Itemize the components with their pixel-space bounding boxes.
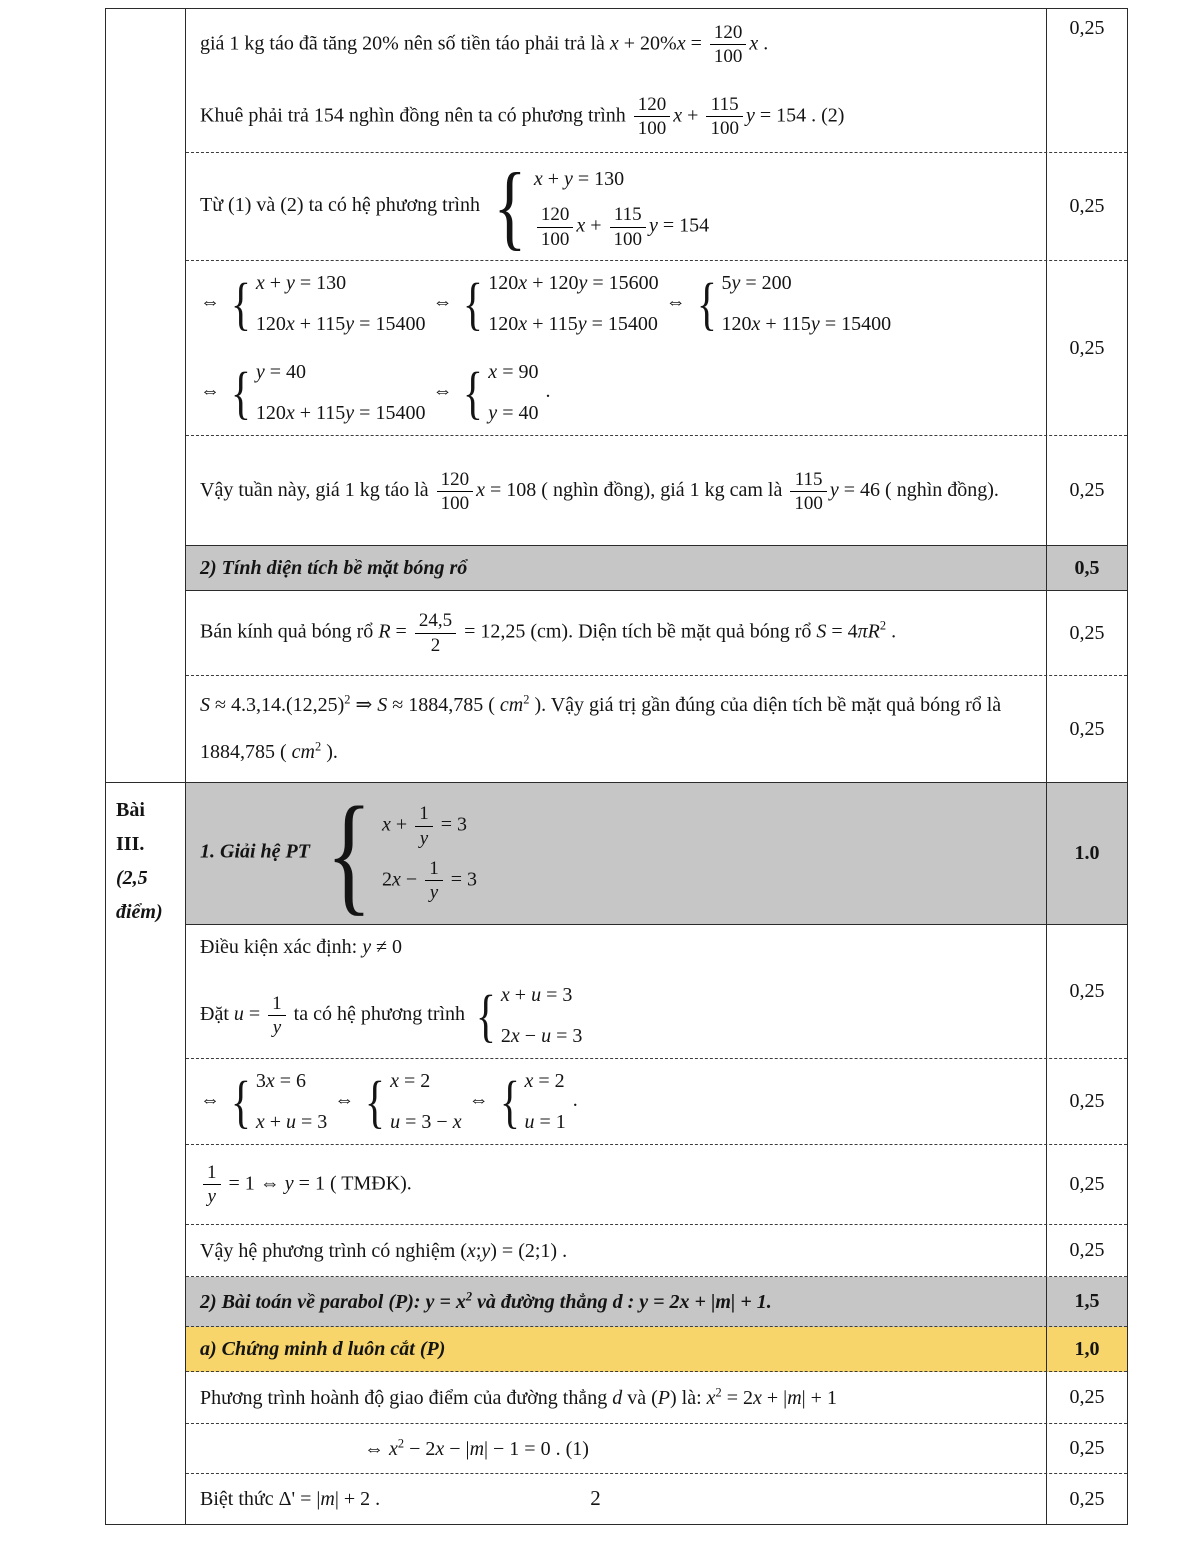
score-value: 0,25: [1069, 621, 1105, 644]
superscript: 2: [879, 618, 887, 633]
math-variable: x: [466, 1239, 476, 1262]
answer-cell: [186, 1059, 1046, 1144]
fraction: [437, 469, 474, 515]
math-variable: u: [541, 1025, 552, 1047]
label-column: [106, 783, 186, 1524]
math-variable: m: [787, 1386, 802, 1409]
math-variable: x: [676, 32, 686, 55]
math-variable: y: [829, 478, 839, 501]
section-bai3: [106, 779, 1127, 1524]
fraction-numerator: 120: [710, 22, 747, 45]
math-variable: x: [255, 272, 265, 294]
score-value: 0,25: [1069, 17, 1105, 39]
math-variable: m: [715, 1290, 731, 1313]
table-row: [186, 676, 1127, 782]
math-variable: y: [745, 103, 755, 126]
fraction-denominator: [415, 827, 433, 849]
score-value: 0,25: [1069, 1386, 1105, 1408]
table-row: [186, 1225, 1127, 1277]
system-lines: [256, 267, 426, 340]
answer-line: Vậy hệ phương trình có nghiệm (x;y) = (2;1) .: [200, 1239, 568, 1262]
system-lines: [501, 979, 582, 1052]
system-lines: [534, 163, 709, 250]
fraction: [634, 94, 671, 140]
system-line: y = 40: [255, 361, 307, 383]
math-variable: x: [435, 1437, 445, 1460]
fraction-numerator: 24,5: [415, 610, 456, 633]
math-variable: y: [810, 313, 820, 335]
system-line: 120x + 115y = 15400: [721, 313, 892, 335]
math-variable: m: [320, 1488, 335, 1510]
math-variable: y: [649, 214, 658, 237]
score-cell: [1046, 546, 1127, 590]
superscript: 2: [344, 692, 351, 707]
answer-cell: [186, 1327, 1046, 1371]
score-cell: [1046, 1225, 1127, 1276]
fraction: [268, 993, 286, 1039]
exercise-label-line: Bài: [116, 799, 145, 821]
math-variable: y: [362, 936, 372, 958]
score-value: 0,25: [1069, 717, 1105, 740]
fraction-numerator: 1: [203, 1162, 221, 1185]
answer-cell: [186, 925, 1046, 1058]
fraction-denominator: [268, 1016, 286, 1038]
superscript: 2: [465, 1288, 473, 1303]
answer-line: Điều kiện xác định: y ≠ 0: [200, 936, 403, 958]
answer-line: 2) Bài toán về parabol (P): $y = x^2$ và đường thẳng d : y = 2x + |m| + 1.: [200, 1288, 772, 1313]
answer-line: Phương trình hoành độ giao điểm của đường thẳng d và (P) là: $x^2 = 2x + |m| + 1$: [200, 1384, 837, 1409]
math-variable: y: [429, 882, 439, 904]
table-row: [186, 1277, 1127, 1327]
score-value: 0,25: [1069, 1173, 1105, 1195]
score-cell: [1046, 783, 1127, 924]
page-number: 2: [590, 1486, 601, 1510]
system-line: x = 2: [524, 1070, 565, 1092]
system-brace-icon: {: [463, 270, 484, 336]
math-variable: y: [419, 827, 429, 849]
system-line: u = 3 − x: [390, 1111, 462, 1133]
math-variable: x: [609, 32, 619, 55]
system-brace-icon: {: [463, 359, 484, 425]
fraction-numerator: 1: [268, 993, 286, 1016]
answer-line: Khuê phải trả 154 nghìn đồng nên ta có phương trình $\frac{120}{100}$ x + $\frac{115}{100}$ y = 154 . (2): [200, 93, 845, 139]
math-variable: y: [286, 272, 295, 294]
table-row: [186, 546, 1127, 591]
math-variable: πR: [857, 620, 880, 643]
answer-cell: [186, 546, 1046, 590]
fraction-denominator: 100: [613, 228, 643, 250]
rows-column: [186, 779, 1127, 1524]
system-line: x + u = 3: [500, 984, 573, 1006]
table-row: [186, 591, 1127, 676]
math-variable: y: [207, 1186, 216, 1207]
math-variable: y: [578, 272, 588, 294]
score-cell: [1046, 1372, 1127, 1423]
answer-line: giá 1 kg táo đã tăng 20% nên số tiền táo phải trả là x + 20%x = $\frac{120}{100}$ x .: [200, 21, 769, 68]
score-cell: [1046, 9, 1127, 152]
superscript: 2: [715, 1384, 722, 1399]
fraction-numerator: 120: [537, 204, 574, 227]
answer-line: Vậy tuần này, giá 1 kg táo là $\frac{120}{100}$ x = 108 ( nghìn đồng), giá 1 kg cam là $\frac{115}{100}$ y = 46 ( nghìn đồng).: [200, 468, 999, 514]
answer-key-table: [105, 8, 1128, 1525]
system-lines: [256, 1065, 327, 1138]
math-variable: x: [285, 313, 295, 335]
answer-cell: [186, 1277, 1046, 1326]
fraction-numerator: 115: [706, 94, 743, 117]
section-bai2-continuation: [106, 9, 1127, 783]
score-cell: [1046, 153, 1127, 260]
system-line: 2x − $\frac{1}{y}$ = 3: [382, 857, 477, 904]
score-cell: [1046, 1327, 1127, 1371]
math-variable: u: [531, 984, 542, 1006]
math-variable: y: [255, 361, 265, 383]
math-variable: x: [518, 272, 528, 294]
math-variable: x: [706, 1386, 716, 1409]
table-row: [186, 1145, 1127, 1225]
score-cell: [1046, 591, 1127, 675]
math-variable: x: [524, 1070, 534, 1092]
math-variable: S: [816, 620, 827, 643]
exercise-label-line: (2,5: [116, 867, 148, 889]
exercise-label-line: điểm): [116, 901, 163, 923]
fraction-numerator: 1: [415, 803, 433, 826]
math-variable: x: [533, 168, 543, 191]
answer-line: $\frac{1}{y}$ = 1 ⇔ y = 1 ( TMĐK).: [200, 1162, 1034, 1208]
equation-system: [693, 267, 891, 340]
answer-cell: [186, 436, 1046, 545]
math-variable: y: [272, 1017, 282, 1038]
math-variable: x: [673, 103, 683, 126]
math-variable: x: [452, 1111, 462, 1133]
math-variable: x: [382, 813, 391, 836]
math-variable: u: [233, 1003, 244, 1026]
system-line: 3x = 6: [255, 1070, 307, 1092]
answer-cell: [186, 1225, 1046, 1276]
score-cell: [1046, 261, 1127, 435]
score-value: 0,25: [1069, 195, 1105, 217]
system-line: 2x − u = 3: [500, 1025, 583, 1047]
answer-cell: [186, 591, 1046, 675]
score-value: 0,25: [1069, 1437, 1105, 1459]
math-variable: y: [488, 402, 498, 424]
score-value: 0,25: [1069, 1487, 1105, 1510]
system-line: y = 40: [488, 402, 539, 424]
system-brace-icon: {: [493, 153, 527, 260]
math-variable: P: [395, 1290, 408, 1313]
math-variable: y: [577, 313, 587, 335]
fraction: [425, 858, 443, 904]
system-lines: [256, 356, 426, 429]
math-variable: x: [510, 1025, 520, 1047]
fraction: [710, 22, 747, 68]
table-row: [186, 1372, 1127, 1424]
math-variable: y: [345, 402, 355, 424]
system-line: 120x + 115y = 15400: [255, 402, 426, 424]
math-variable: y: [564, 168, 573, 191]
score-cell: [1046, 1145, 1127, 1224]
fraction: [706, 94, 743, 140]
system-line: x + y = 130: [533, 168, 625, 191]
score-value: 1,0: [1074, 1337, 1100, 1360]
system-line: $\frac{120}{100}$ x + $\frac{115}{100}$ y = 154: [534, 204, 709, 250]
math-variable: P: [657, 1386, 670, 1409]
equation-system: [227, 356, 425, 429]
score-cell: [1046, 1059, 1127, 1144]
table-row: [186, 779, 1127, 928]
math-variable: x: [576, 214, 586, 237]
answer-line: Bán kính quả bóng rổ R = $\frac{24,5}{2}$ = 12,25 (cm). Diện tích bề mặt quả bóng rổ $S = 4\pi R^2$ .: [200, 610, 897, 656]
system-lines: [390, 1065, 461, 1138]
equation-system: [496, 1065, 566, 1138]
answer-cell: [186, 1372, 1046, 1423]
fraction-numerator: 120: [437, 469, 474, 492]
math-variable: y: [639, 1290, 649, 1313]
math-variable: S: [377, 694, 388, 716]
score-cell: [1046, 436, 1127, 545]
superscript: 2: [315, 739, 322, 754]
math-variable: x: [749, 32, 759, 55]
answer-line: ⇔ { 3x = 6 x + u = 3 ⇔ { x = 2 u = 3 − x ⇔ { x = 2 u = 1 .: [200, 1065, 1034, 1138]
score-value: 0,25: [1069, 1239, 1105, 1261]
equation-system: [472, 979, 582, 1052]
equation-system: [227, 1065, 327, 1138]
math-variable: x: [518, 313, 528, 335]
score-cell: [1046, 1277, 1127, 1326]
system-lines: [382, 803, 477, 903]
math-variable: x: [751, 313, 761, 335]
label-column: [106, 9, 186, 782]
math-variable: x: [390, 1070, 400, 1092]
fraction-numerator: 115: [790, 469, 827, 492]
table-row: [186, 1059, 1127, 1145]
fraction-denominator: [203, 1185, 221, 1207]
system-line: x + $\frac{1}{y}$ = 3: [382, 803, 467, 849]
math-variable: x: [389, 1437, 398, 1460]
equation-system: [487, 153, 710, 260]
table-row: [186, 9, 1127, 153]
math-variable: y: [345, 313, 355, 335]
score-cell: [1046, 1424, 1127, 1473]
fraction-denominator: 100: [710, 117, 739, 139]
answer-line: ⇔ $x^2 - 2x - |m| - 1 = 0$ . (1): [364, 1435, 589, 1460]
math-variable: x: [455, 1290, 466, 1313]
fraction-numerator: 1: [425, 858, 443, 881]
system-brace-icon: {: [325, 779, 373, 928]
fraction: [790, 469, 827, 515]
score-value: 1,5: [1074, 1290, 1100, 1312]
answer-line: Biệt thức Δ' = |m| + 2 .: [200, 1488, 381, 1510]
equation-system: [459, 267, 658, 340]
table-row: [186, 1424, 1127, 1474]
math-variable: S: [200, 694, 210, 716]
answer-cell: [186, 676, 1046, 782]
score-value: 1.0: [1074, 842, 1100, 864]
fraction: [415, 610, 456, 656]
table-row: [186, 261, 1127, 436]
math-variable: d: [612, 1386, 623, 1409]
score-cell: [1046, 925, 1127, 1058]
equation-system: [459, 356, 538, 429]
fraction-denominator: 100: [540, 228, 570, 250]
answer-cell: [186, 1145, 1046, 1224]
fraction: [415, 803, 433, 849]
math-variable: x: [285, 402, 295, 424]
math-variable: y: [481, 1239, 491, 1262]
answer-cell: [186, 9, 1046, 152]
score-value: 0,5: [1074, 556, 1100, 579]
math-variable: cm: [499, 694, 524, 716]
score-cell: [1046, 676, 1127, 782]
math-variable: x: [488, 361, 498, 383]
answer-line: ⇔ { x + y = 130 120x + 115y = 15400 ⇔ { 120x + 120y = 15600 120x + 115y = 15400 ⇔ { 5y = 200 120x + 115y = 15400: [200, 267, 1034, 340]
answer-line: ⇔ { y = 40 120x + 115y = 15400 ⇔ { x = 90 y = 40 .: [200, 356, 1034, 429]
answer-cell: [186, 779, 1046, 928]
system-line: 5y = 200: [721, 272, 792, 294]
fraction: [610, 204, 647, 250]
table-row: [186, 153, 1127, 261]
answer-line: 1. Giải hệ PT { x + $\frac{1}{y}$ = 3 2x − $\frac{1}{y}$ = 3: [200, 779, 477, 928]
math-variable: x: [265, 1070, 275, 1092]
superscript: 2: [397, 1435, 405, 1450]
math-variable: u: [390, 1111, 401, 1133]
system-lines: [721, 267, 891, 340]
fraction-denominator: 100: [440, 492, 470, 514]
system-line: 120x + 120y = 15600: [488, 272, 659, 294]
fraction-numerator: 115: [610, 204, 647, 227]
math-variable: R: [378, 620, 391, 643]
fraction: [203, 1162, 221, 1208]
fraction-denominator: 100: [794, 492, 823, 514]
math-variable: y: [425, 1290, 435, 1313]
math-variable: d: [612, 1290, 623, 1313]
fraction-denominator: 100: [637, 117, 667, 139]
answer-line: 2) Tính diện tích bề mặt bóng rổ: [200, 557, 468, 579]
fraction-denominator: [425, 881, 443, 903]
fraction: [537, 204, 574, 250]
system-line: x = 2: [390, 1070, 431, 1092]
score-value: 0,25: [1069, 980, 1105, 1002]
system-brace-icon: {: [365, 1068, 386, 1134]
system-lines: [488, 267, 658, 340]
system-lines: [524, 1065, 565, 1138]
score-value: 0,25: [1069, 1090, 1105, 1112]
score-value: 0,25: [1069, 336, 1105, 359]
math-variable: x: [500, 984, 510, 1006]
table-row: [186, 1327, 1127, 1372]
math-variable: x: [255, 1111, 265, 1133]
table-row: [186, 436, 1127, 546]
math-variable: x: [476, 478, 486, 501]
system-lines: [488, 356, 538, 429]
math-variable: x: [753, 1386, 762, 1409]
score-value: 0,25: [1069, 479, 1105, 501]
answer-line: $S \approx 4.3,14.(12,25)^2$ ⇒ S ≈ 1884,785 ( $cm^2$ ). Vậy giá trị gần đúng của diện tích bề mặt quả bóng rổ là 1884,785 ( $cm^2$ ).: [200, 692, 1002, 763]
system-line: x = 90: [488, 361, 539, 383]
fraction-denominator: 100: [713, 46, 743, 68]
exercise-label-line: III.: [116, 833, 145, 855]
fraction-denominator: 2: [430, 634, 441, 656]
equation-system: [361, 1065, 461, 1138]
math-variable: x: [679, 1290, 690, 1313]
answer-line: a) Chứng minh d luôn cắt (P): [200, 1338, 446, 1360]
answer-line: Từ (1) và (2) ta có hệ phương trình { x + y = 130 $\frac{120}{100}$ x + $\frac{115}{100}$ y = 154: [200, 153, 710, 260]
math-variable: y: [731, 272, 741, 294]
math-variable: y: [284, 1172, 294, 1195]
system-brace-icon: {: [230, 270, 251, 336]
math-variable: u: [524, 1111, 535, 1133]
equation-system: [227, 267, 425, 340]
system-brace-icon: {: [499, 1068, 520, 1134]
answer-line: Đặt u = $\frac{1}{y}$ ta có hệ phương trình { x + u = 3 2x − u = 3: [200, 979, 1034, 1052]
system-brace-icon: {: [230, 359, 251, 425]
system-line: 120x + 115y = 15400: [488, 313, 658, 335]
system-brace-icon: {: [230, 1068, 251, 1134]
answer-cell: [186, 261, 1046, 435]
system-brace-icon: {: [696, 270, 717, 336]
table-row: [186, 925, 1127, 1059]
system-line: 120x + 115y = 15400: [255, 313, 426, 335]
superscript: 2: [523, 692, 530, 707]
fraction-numerator: 120: [634, 94, 671, 117]
system-line: x + u = 3: [255, 1111, 328, 1133]
answer-cell: [186, 1424, 1046, 1473]
math-variable: m: [469, 1437, 485, 1460]
answer-cell: [186, 153, 1046, 260]
rows-column: [186, 9, 1127, 782]
math-variable: cm: [291, 741, 315, 763]
system-brace-icon: {: [475, 982, 497, 1048]
system-line: u = 1: [524, 1111, 566, 1133]
system-line: x + y = 130: [255, 272, 347, 294]
math-variable: x: [392, 868, 401, 891]
math-variable: u: [286, 1111, 297, 1133]
